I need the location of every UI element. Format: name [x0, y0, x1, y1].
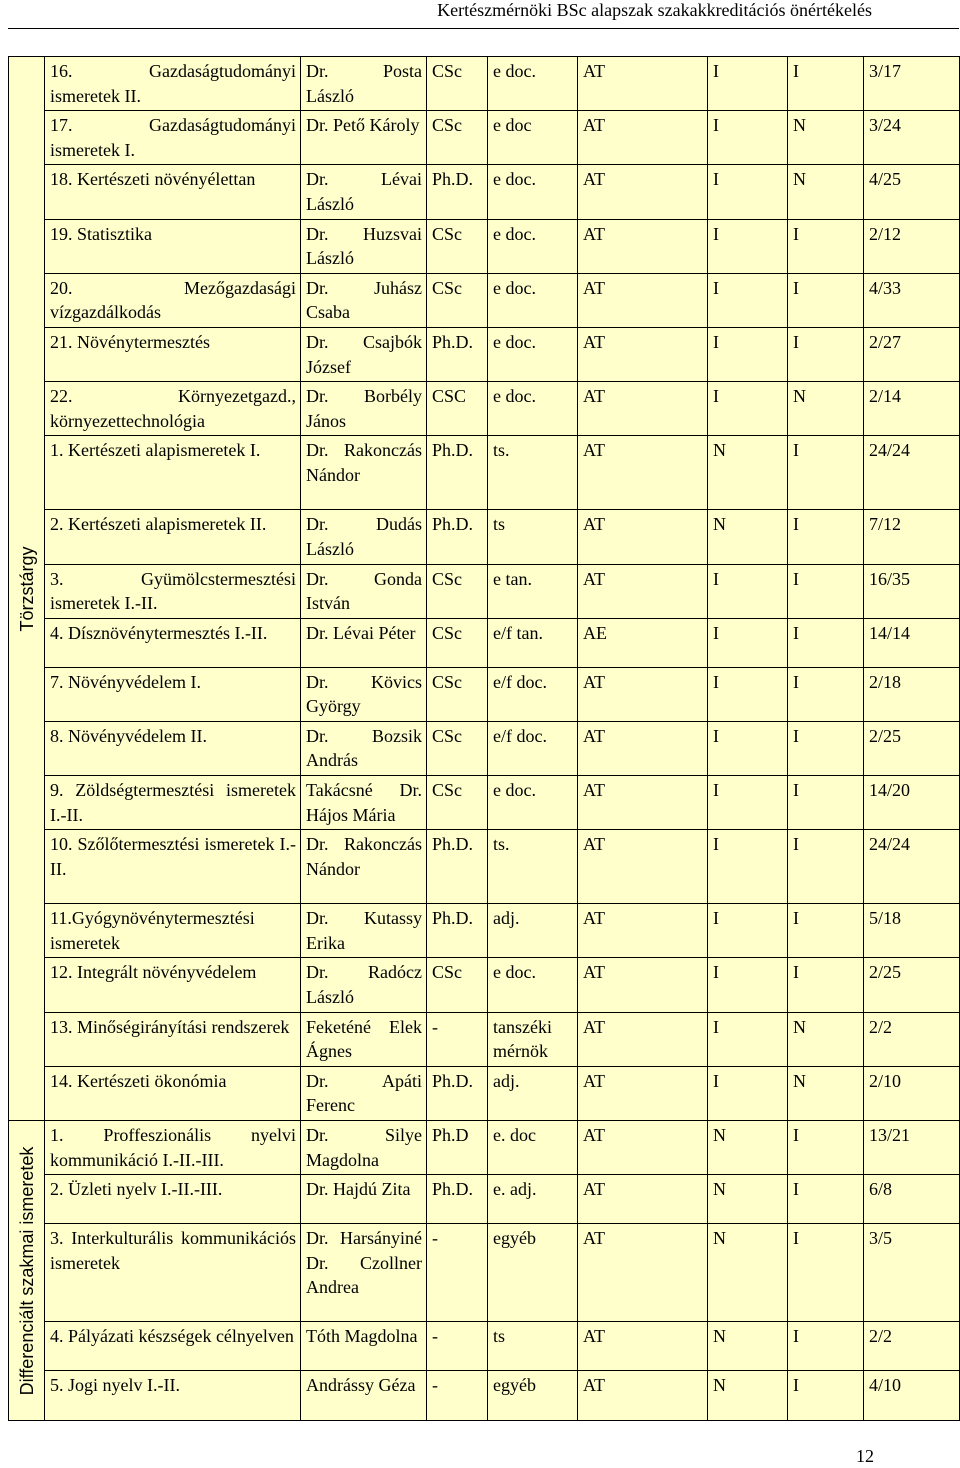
course-table — [8, 56, 960, 1421]
table-row — [9, 111, 960, 165]
status2-cell: I — [788, 436, 864, 510]
status2-cell: I — [788, 1322, 864, 1371]
status1-cell: I — [708, 721, 788, 775]
status1-cell: I — [708, 776, 788, 830]
position-cell: e doc. — [488, 327, 578, 381]
table-row — [9, 510, 960, 564]
subject-cell: 4. Pályázati készségek célnyelven — [45, 1322, 301, 1371]
status1-cell: I — [708, 57, 788, 111]
degree-cell: Ph.D — [427, 1121, 488, 1175]
status2-cell: N — [788, 165, 864, 219]
position-cell: ts — [488, 510, 578, 564]
type-cell: AT — [578, 273, 708, 327]
degree-cell: Ph.D. — [427, 165, 488, 219]
type-cell: AE — [578, 618, 708, 667]
position-cell: e doc. — [488, 165, 578, 219]
degree-cell: Ph.D. — [427, 830, 488, 904]
status2-cell: I — [788, 721, 864, 775]
subject-cell: 22. Környezetgazd., környezettechnológia — [45, 382, 301, 436]
status2-cell: I — [788, 830, 864, 904]
table-row — [9, 1371, 960, 1421]
subject-cell: 13. Minőségirányítási rendszerek — [45, 1012, 301, 1066]
position-cell: e doc — [488, 111, 578, 165]
type-cell: AT — [578, 382, 708, 436]
responsible-cell: Takácsné Dr. Hájos Mária — [301, 776, 427, 830]
position-cell: adj. — [488, 904, 578, 958]
responsible-cell: Dr. Lévai László — [301, 165, 427, 219]
degree-cell: CSc — [427, 219, 488, 273]
load-cell: 2/25 — [864, 958, 960, 1012]
position-cell: e doc. — [488, 776, 578, 830]
position-cell: ts. — [488, 830, 578, 904]
table-row — [9, 958, 960, 1012]
type-cell: AT — [578, 165, 708, 219]
load-cell: 2/27 — [864, 327, 960, 381]
page-header: Kertészmérnöki BSc alapszak szakakkreditációs önértékelés — [437, 0, 872, 20]
table-row — [9, 618, 960, 667]
table-row — [9, 327, 960, 381]
status1-cell: N — [708, 1121, 788, 1175]
load-cell: 2/25 — [864, 721, 960, 775]
status1-cell: I — [708, 830, 788, 904]
subject-cell: 9. Zöldségtermesztési ismeretek I.-II. — [45, 776, 301, 830]
table-row — [9, 57, 960, 111]
load-cell: 24/24 — [864, 436, 960, 510]
table-row — [9, 667, 960, 721]
status2-cell: I — [788, 564, 864, 618]
degree-cell: Ph.D. — [427, 1066, 488, 1120]
subject-cell: 12. Integrált növényvédelem — [45, 958, 301, 1012]
status1-cell: N — [708, 510, 788, 564]
subject-cell: 19. Statisztika — [45, 219, 301, 273]
responsible-cell: Andrássy Géza — [301, 1371, 427, 1421]
load-cell: 6/8 — [864, 1175, 960, 1224]
degree-cell: CSc — [427, 273, 488, 327]
subject-cell: 1. Kertészeti alapismeretek I. — [45, 436, 301, 510]
position-cell: e. adj. — [488, 1175, 578, 1224]
responsible-cell: Dr. Harsányiné Dr. Czollner Andrea — [301, 1224, 427, 1322]
status1-cell: N — [708, 1371, 788, 1421]
subject-cell: 2. Kertészeti alapismeretek II. — [45, 510, 301, 564]
type-cell: AT — [578, 904, 708, 958]
category-label: Differenciált szakmai ismeretek — [16, 1146, 37, 1395]
load-cell: 2/18 — [864, 667, 960, 721]
responsible-cell: Dr. Dudás László — [301, 510, 427, 564]
degree-cell: - — [427, 1322, 488, 1371]
subject-cell: 8. Növényvédelem II. — [45, 721, 301, 775]
load-cell: 4/10 — [864, 1371, 960, 1421]
degree-cell: CSC — [427, 382, 488, 436]
type-cell: AT — [578, 327, 708, 381]
table-row — [9, 904, 960, 958]
subject-cell: 3. Gyümölcstermesztési ismeretek I.-II. — [45, 564, 301, 618]
subject-cell: 5. Jogi nyelv I.-II. — [45, 1371, 301, 1421]
responsible-cell: Dr. Lévai Péter — [301, 618, 427, 667]
degree-cell: Ph.D. — [427, 904, 488, 958]
type-cell: AT — [578, 57, 708, 111]
table-row — [9, 1175, 960, 1224]
subject-cell: 18. Kertészeti növényélettan — [45, 165, 301, 219]
type-cell: AT — [578, 510, 708, 564]
status1-cell: N — [708, 1175, 788, 1224]
position-cell: e. doc — [488, 1121, 578, 1175]
degree-cell: - — [427, 1224, 488, 1322]
degree-cell: CSc — [427, 618, 488, 667]
type-cell: AT — [578, 1121, 708, 1175]
responsible-cell: Dr. Csajbók József — [301, 327, 427, 381]
status1-cell: I — [708, 1012, 788, 1066]
responsible-cell: Dr. Kutassy Erika — [301, 904, 427, 958]
subject-cell: 7. Növényvédelem I. — [45, 667, 301, 721]
table-row — [9, 1224, 960, 1322]
degree-cell: CSc — [427, 564, 488, 618]
course-table-body — [9, 57, 960, 1421]
load-cell: 2/12 — [864, 219, 960, 273]
status2-cell: I — [788, 667, 864, 721]
degree-cell: - — [427, 1371, 488, 1421]
position-cell: e doc. — [488, 273, 578, 327]
load-cell: 5/18 — [864, 904, 960, 958]
position-cell: e/f tan. — [488, 618, 578, 667]
subject-cell: 10. Szőlőtermesztési ismeretek I.-II. — [45, 830, 301, 904]
status2-cell: N — [788, 1012, 864, 1066]
type-cell: AT — [578, 219, 708, 273]
load-cell: 2/2 — [864, 1012, 960, 1066]
type-cell: AT — [578, 776, 708, 830]
status2-cell: I — [788, 1371, 864, 1421]
status2-cell: I — [788, 618, 864, 667]
status1-cell: N — [708, 436, 788, 510]
degree-cell: CSc — [427, 721, 488, 775]
status2-cell: I — [788, 958, 864, 1012]
position-cell: e/f doc. — [488, 667, 578, 721]
responsible-cell: Dr. Borbély János — [301, 382, 427, 436]
responsible-cell: Tóth Magdolna — [301, 1322, 427, 1371]
load-cell: 14/20 — [864, 776, 960, 830]
status2-cell: I — [788, 904, 864, 958]
responsible-cell: Dr. Hajdú Zita — [301, 1175, 427, 1224]
status1-cell: N — [708, 1224, 788, 1322]
table-row — [9, 721, 960, 775]
degree-cell: CSc — [427, 111, 488, 165]
position-cell: ts — [488, 1322, 578, 1371]
position-cell: e tan. — [488, 564, 578, 618]
responsible-cell: Dr. Pető Károly — [301, 111, 427, 165]
subject-cell: 14. Kertészeti ökonómia — [45, 1066, 301, 1120]
table-row — [9, 219, 960, 273]
status2-cell: I — [788, 1175, 864, 1224]
status1-cell: I — [708, 564, 788, 618]
header-rule — [8, 28, 959, 29]
status1-cell: I — [708, 382, 788, 436]
table-row — [9, 776, 960, 830]
load-cell: 3/24 — [864, 111, 960, 165]
subject-cell: 1. Proffeszionális nyelvi kommunikáció I.-II.-III. — [45, 1121, 301, 1175]
load-cell: 13/21 — [864, 1121, 960, 1175]
load-cell: 3/17 — [864, 57, 960, 111]
degree-cell: CSc — [427, 667, 488, 721]
load-cell: 7/12 — [864, 510, 960, 564]
responsible-cell: Dr. Silye Magdolna — [301, 1121, 427, 1175]
load-cell: 3/5 — [864, 1224, 960, 1322]
load-cell: 2/2 — [864, 1322, 960, 1371]
position-cell: e doc. — [488, 958, 578, 1012]
table-row — [9, 1012, 960, 1066]
status1-cell: I — [708, 273, 788, 327]
subject-cell: 3. Interkulturális kommunikációs ismeretek — [45, 1224, 301, 1322]
responsible-cell: Dr. Rakonczás Nándor — [301, 830, 427, 904]
category-cell-core — [9, 57, 45, 1121]
position-cell: adj. — [488, 1066, 578, 1120]
status1-cell: I — [708, 111, 788, 165]
type-cell: AT — [578, 436, 708, 510]
subject-cell: 11.Gyógynövénytermesztési ismeretek — [45, 904, 301, 958]
responsible-cell: Feketéné Elek Ágnes — [301, 1012, 427, 1066]
status1-cell: I — [708, 327, 788, 381]
type-cell: AT — [578, 721, 708, 775]
status1-cell: I — [708, 1066, 788, 1120]
status2-cell: N — [788, 111, 864, 165]
status1-cell: I — [708, 219, 788, 273]
status1-cell: N — [708, 1322, 788, 1371]
type-cell: AT — [578, 111, 708, 165]
responsible-cell: Dr. Gonda István — [301, 564, 427, 618]
status2-cell: I — [788, 273, 864, 327]
table-row — [9, 830, 960, 904]
table-row — [9, 436, 960, 510]
status1-cell: I — [708, 667, 788, 721]
responsible-cell: Dr. Huzsvai László — [301, 219, 427, 273]
position-cell: ts. — [488, 436, 578, 510]
degree-cell: - — [427, 1012, 488, 1066]
subject-cell: 20. Mezőgazdasági vízgazdálkodás — [45, 273, 301, 327]
responsible-cell: Dr. Bozsik András — [301, 721, 427, 775]
subject-cell: 16. Gazdaságtudományi ismeretek II. — [45, 57, 301, 111]
subject-cell: 17. Gazdaságtudományi ismeretek I. — [45, 111, 301, 165]
type-cell: AT — [578, 564, 708, 618]
type-cell: AT — [578, 1175, 708, 1224]
table-row — [9, 273, 960, 327]
subject-cell: 21. Növénytermesztés — [45, 327, 301, 381]
position-cell: egyéb — [488, 1224, 578, 1322]
load-cell: 24/24 — [864, 830, 960, 904]
status2-cell: I — [788, 510, 864, 564]
status2-cell: I — [788, 776, 864, 830]
load-cell: 14/14 — [864, 618, 960, 667]
status1-cell: I — [708, 958, 788, 1012]
status1-cell: I — [708, 618, 788, 667]
category-label: Törzstárgy — [16, 545, 37, 632]
load-cell: 16/35 — [864, 564, 960, 618]
subject-cell: 2. Üzleti nyelv I.-II.-III. — [45, 1175, 301, 1224]
type-cell: AT — [578, 1322, 708, 1371]
subject-cell: 4. Dísznövénytermesztés I.-II. — [45, 618, 301, 667]
load-cell: 2/10 — [864, 1066, 960, 1120]
table-row — [9, 1121, 960, 1175]
type-cell: AT — [578, 1066, 708, 1120]
responsible-cell: Dr. Kövics György — [301, 667, 427, 721]
type-cell: AT — [578, 830, 708, 904]
table-row — [9, 1066, 960, 1120]
responsible-cell: Dr. Apáti Ferenc — [301, 1066, 427, 1120]
degree-cell: Ph.D. — [427, 327, 488, 381]
status2-cell: N — [788, 1066, 864, 1120]
position-cell: e doc. — [488, 382, 578, 436]
status2-cell: I — [788, 1121, 864, 1175]
type-cell: AT — [578, 667, 708, 721]
type-cell: AT — [578, 1371, 708, 1421]
load-cell: 4/25 — [864, 165, 960, 219]
type-cell: AT — [578, 958, 708, 1012]
table-row — [9, 564, 960, 618]
type-cell: AT — [578, 1224, 708, 1322]
load-cell: 2/14 — [864, 382, 960, 436]
degree-cell: CSc — [427, 958, 488, 1012]
responsible-cell: Dr. Juhász Csaba — [301, 273, 427, 327]
position-cell: e doc. — [488, 219, 578, 273]
degree-cell: Ph.D. — [427, 510, 488, 564]
status1-cell: I — [708, 165, 788, 219]
position-cell: e doc. — [488, 57, 578, 111]
page-number: 12 — [856, 1446, 874, 1466]
status2-cell: I — [788, 327, 864, 381]
position-cell: e/f doc. — [488, 721, 578, 775]
status2-cell: I — [788, 57, 864, 111]
load-cell: 4/33 — [864, 273, 960, 327]
status1-cell: I — [708, 904, 788, 958]
table-row — [9, 165, 960, 219]
category-cell-diff — [9, 1121, 45, 1421]
position-cell: tanszéki mérnök — [488, 1012, 578, 1066]
degree-cell: CSc — [427, 776, 488, 830]
type-cell: AT — [578, 1012, 708, 1066]
responsible-cell: Dr. Radócz László — [301, 958, 427, 1012]
status2-cell: I — [788, 1224, 864, 1322]
degree-cell: Ph.D. — [427, 436, 488, 510]
degree-cell: CSc — [427, 57, 488, 111]
table-row — [9, 1322, 960, 1371]
table-row — [9, 382, 960, 436]
degree-cell: Ph.D. — [427, 1175, 488, 1224]
status2-cell: I — [788, 219, 864, 273]
status2-cell: N — [788, 382, 864, 436]
position-cell: egyéb — [488, 1371, 578, 1421]
responsible-cell: Dr. Posta László — [301, 57, 427, 111]
responsible-cell: Dr. Rakonczás Nándor — [301, 436, 427, 510]
